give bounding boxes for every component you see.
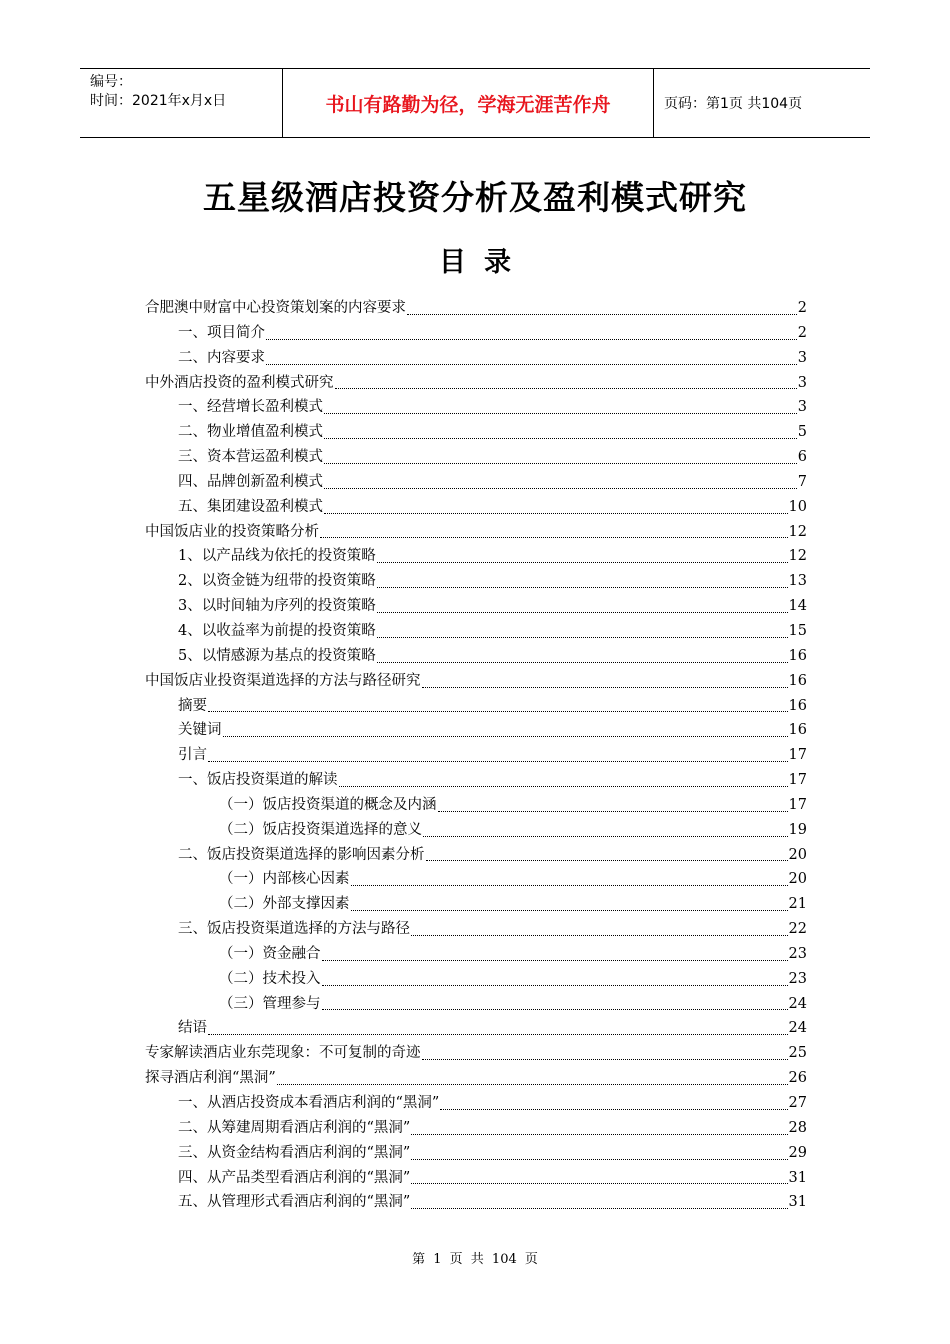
- toc-leader-dots: [322, 1008, 788, 1010]
- toc-entry-text: 一、经营增长盈利模式: [178, 399, 323, 416]
- toc-entry[interactable]: [145, 520, 807, 545]
- toc-leader-dots: [377, 661, 788, 663]
- toc-entry-page: 13: [788, 573, 807, 590]
- toc-leader-dots: [266, 363, 797, 365]
- time-label: 时间：2021年x月x日: [90, 93, 227, 109]
- toc-entry-page: 23: [788, 970, 807, 987]
- toc-entry-page: 20: [788, 846, 807, 863]
- toc-entry-page: 25: [788, 1045, 807, 1062]
- toc-leader-dots: [351, 909, 788, 911]
- toc-entry-page: 20: [788, 871, 807, 888]
- toc-leader-dots: [377, 611, 788, 613]
- toc-entry[interactable]: [145, 346, 807, 371]
- toc-leader-dots: [208, 1033, 788, 1035]
- page-header: [80, 68, 870, 138]
- toc-entry-text: 引言: [178, 747, 207, 764]
- toc-entry[interactable]: [145, 619, 807, 644]
- toc-leader-dots: [377, 636, 788, 638]
- toc-leader-dots: [324, 437, 797, 439]
- toc-leader-dots: [322, 959, 788, 961]
- toc-entry-text: 结语: [178, 1020, 207, 1037]
- toc-leader-dots: [422, 686, 788, 688]
- toc-entry-text: 三、饭店投资渠道选择的方法与路径: [178, 921, 410, 938]
- toc-entry[interactable]: [145, 743, 807, 768]
- toc-entry-text: 二、饭店投资渠道选择的影响因素分析: [178, 846, 425, 863]
- toc-entry[interactable]: [145, 470, 807, 495]
- toc-entry[interactable]: [145, 420, 807, 445]
- toc-entry-page: 16: [788, 697, 807, 714]
- toc-entry-page: 7: [797, 473, 807, 490]
- toc-entry-page: 24: [788, 1020, 807, 1037]
- toc-entry-page: 28: [788, 1119, 807, 1136]
- toc-entry-page: 10: [788, 498, 807, 515]
- toc-entry-text: 关键词: [178, 722, 222, 739]
- toc-entry-page: 16: [788, 647, 807, 664]
- toc-entry-page: 12: [788, 548, 807, 565]
- toc-entry-page: 27: [788, 1095, 807, 1111]
- toc-leader-dots: [407, 313, 797, 315]
- toc-entry-text: 一、项目简介: [178, 324, 265, 341]
- toc-entry-text: 中外酒店投资的盈利模式研究: [145, 374, 334, 391]
- toc-entry-text: 五、集团建设盈利模式: [178, 498, 323, 515]
- toc-entry-text: （一）饭店投资渠道的概念及内涵: [219, 796, 437, 813]
- toc-entry-text: 二、内容要求: [178, 349, 265, 366]
- toc-entry[interactable]: [145, 793, 807, 818]
- toc-leader-dots: [223, 735, 788, 737]
- toc-entry-page: 16: [788, 722, 807, 739]
- toc-leader-dots: [411, 934, 788, 936]
- toc-entry-text: 探寻酒店利润“黑洞”: [145, 1070, 276, 1087]
- toc-entry[interactable]: [145, 495, 807, 520]
- toc-entry[interactable]: [145, 669, 807, 694]
- toc-entry-text: 一、饭店投资渠道的解读: [178, 772, 338, 789]
- toc-entry-text: 合肥澳中财富中心投资策划案的内容要求: [145, 300, 406, 316]
- toc-leader-dots: [324, 487, 797, 489]
- toc-entry-text: 二、从筹建周期看酒店利润的“黑洞”: [178, 1119, 411, 1136]
- toc-entry[interactable]: [145, 942, 807, 967]
- toc-entry-text: 5、以情感源为基点的投资策略: [178, 647, 376, 664]
- toc-entry-page: 22: [788, 921, 807, 938]
- toc-entry-page: 14: [788, 598, 807, 615]
- toc-entry-page: 3: [797, 374, 807, 391]
- page-footer: 第 1 页 共 104 页: [412, 1252, 538, 1267]
- toc-leader-dots: [411, 1182, 787, 1184]
- toc-entry-page: 5: [797, 424, 807, 441]
- toc-entry-text: 中国饭店业投资渠道选择的方法与路径研究: [145, 672, 421, 689]
- toc-entry-text: 3、以时间轴为序列的投资策略: [178, 598, 376, 615]
- toc-leader-dots: [324, 412, 797, 414]
- toc-entry[interactable]: [145, 1091, 807, 1116]
- toc-entry[interactable]: [145, 694, 807, 719]
- toc-entry[interactable]: [145, 1041, 807, 1066]
- toc-entry-page: 24: [788, 995, 807, 1012]
- toc-entry-page: 2: [797, 300, 807, 316]
- toc-leader-dots: [426, 859, 788, 861]
- toc-entry[interactable]: [145, 594, 807, 619]
- toc-entry-page: 3: [797, 349, 807, 366]
- toc-entry-text: 中国饭店业的投资策略分析: [145, 523, 319, 540]
- toc-entry[interactable]: [145, 892, 807, 917]
- header-meta: [80, 69, 282, 137]
- toc-entry-page: 6: [797, 449, 807, 466]
- toc-leader-dots: [322, 984, 788, 986]
- toc-leader-dots: [377, 561, 788, 563]
- toc-entry[interactable]: [145, 1166, 807, 1191]
- toc-entry-page: 15: [788, 622, 807, 639]
- toc-leader-dots: [411, 1158, 787, 1160]
- toc-entry[interactable]: [145, 818, 807, 843]
- toc-entry-text: 三、资本营运盈利模式: [178, 449, 323, 466]
- toc-leader-dots: [266, 338, 797, 340]
- toc-entry-page: 29: [788, 1144, 807, 1161]
- toc-entry-text: 1、以产品线为依托的投资策略: [178, 548, 376, 565]
- toc-entry-page: 16: [788, 672, 807, 689]
- toc-entry-text: （一）资金融合: [219, 945, 321, 962]
- header-page-info: 页码：第1页 共104页: [664, 96, 803, 112]
- toc-entry[interactable]: [145, 1116, 807, 1141]
- toc-leader-dots: [411, 1133, 787, 1135]
- toc-entry-page: 21: [788, 896, 807, 913]
- header-motto: 书山有路勤为径，学海无涯苦作舟: [282, 69, 654, 137]
- toc-entry[interactable]: [145, 544, 807, 569]
- toc-entry-page: 31: [788, 1194, 807, 1211]
- toc-entry[interactable]: [145, 371, 807, 396]
- toc-entry[interactable]: [145, 843, 807, 868]
- toc-leader-dots: [324, 462, 797, 464]
- toc-entry[interactable]: [145, 1016, 807, 1041]
- toc-entry-text: 2、以资金链为纽带的投资策略: [178, 573, 376, 590]
- number-label: 编号：: [90, 74, 132, 90]
- toc-leader-dots: [377, 586, 788, 588]
- toc-entry[interactable]: [145, 967, 807, 992]
- toc-entry-text: 摘要: [178, 697, 207, 714]
- toc-leader-dots: [438, 810, 788, 812]
- toc-leader-dots: [324, 512, 788, 514]
- toc-leader-dots: [277, 1083, 788, 1085]
- toc-entry[interactable]: [145, 296, 807, 321]
- toc-entry-page: 31: [788, 1169, 807, 1186]
- toc-entry-text: 二、物业增值盈利模式: [178, 424, 323, 441]
- toc-entry-text: （二）饭店投资渠道选择的意义: [219, 821, 422, 838]
- toc-entry[interactable]: [145, 569, 807, 594]
- toc-leader-dots: [208, 710, 788, 712]
- toc-entry-text: 四、从产品类型看酒店利润的“黑洞”: [178, 1169, 411, 1186]
- toc-entry-text: 4、以收益率为前提的投资策略: [178, 622, 376, 639]
- toc-heading: 目录: [439, 247, 529, 278]
- toc-entry[interactable]: [145, 992, 807, 1017]
- toc-entry[interactable]: [145, 768, 807, 793]
- toc-entry[interactable]: [145, 445, 807, 470]
- toc-entry-text: （三）管理参与: [219, 995, 321, 1012]
- toc-entry-page: 23: [788, 945, 807, 962]
- toc-entry-text: （二）技术投入: [219, 970, 321, 987]
- toc-leader-dots: [411, 1207, 787, 1209]
- toc-entry-page: 17: [788, 747, 807, 764]
- toc-entry-page: 12: [788, 523, 807, 540]
- toc-entry[interactable]: [145, 1141, 807, 1166]
- toc-entry[interactable]: [145, 867, 807, 892]
- toc-entry-page: 17: [788, 772, 807, 789]
- toc-entry-page: 17: [788, 796, 807, 813]
- toc-entry-text: 一、从酒店投资成本看酒店利润的“黑洞”: [178, 1095, 440, 1111]
- toc-leader-dots: [339, 785, 788, 787]
- toc-entry[interactable]: [145, 644, 807, 669]
- toc-entry-text: 三、从资金结构看酒店利润的“黑洞”: [178, 1144, 411, 1161]
- toc-entry-text: （二）外部支撑因素: [219, 896, 350, 913]
- toc-entry-text: 四、品牌创新盈利模式: [178, 473, 323, 490]
- toc-entry-text: （一）内部核心因素: [219, 871, 350, 888]
- toc-leader-dots: [320, 536, 788, 538]
- toc-entry-page: 26: [788, 1070, 807, 1087]
- toc-entry-text: 五、从管理形式看酒店利润的“黑洞”: [178, 1194, 411, 1211]
- toc-entry[interactable]: [145, 321, 807, 346]
- toc-leader-dots: [440, 1108, 787, 1110]
- toc-entry-page: 2: [797, 324, 807, 341]
- toc-entry[interactable]: [145, 1066, 807, 1091]
- table-of-contents: [145, 296, 807, 1215]
- toc-entry-text: 专家解读酒店业东莞现象：不可复制的奇迹: [145, 1045, 421, 1062]
- toc-entry[interactable]: [145, 917, 807, 942]
- toc-entry[interactable]: [145, 1190, 807, 1215]
- toc-leader-dots: [422, 1058, 788, 1060]
- toc-leader-dots: [208, 760, 788, 762]
- toc-leader-dots: [351, 884, 788, 886]
- toc-entry-page: 3: [797, 399, 807, 416]
- toc-leader-dots: [335, 387, 797, 389]
- toc-entry-page: 19: [788, 821, 807, 838]
- toc-entry[interactable]: [145, 395, 807, 420]
- toc-leader-dots: [423, 835, 788, 837]
- document-title: 五星级酒店投资分析及盈利模式研究: [203, 178, 747, 217]
- toc-entry[interactable]: [145, 718, 807, 743]
